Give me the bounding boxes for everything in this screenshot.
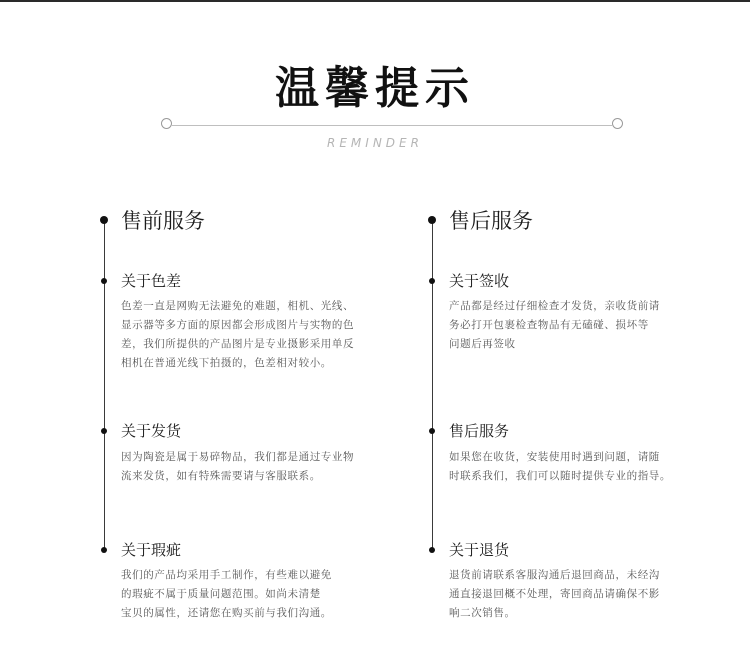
top-border [0, 0, 750, 2]
section-title-returns: 关于退货 [449, 541, 510, 559]
section-body-shipping: 因为陶瓷是属于易碎物品，我们都是通过专业物 流来发货，如有特殊需要请与客服联系。 [121, 451, 355, 482]
section-body-sign-receipt: 产品都是经过仔细检查才发货，亲收货前请 务必打开包裹检查物品有无磕碰、损坏等 问题后再签收 [449, 300, 660, 350]
after-sale-heading: 售后服务 [449, 209, 533, 233]
pre-sale-heading: 售前服务 [121, 209, 205, 233]
left-section-3-dot [101, 547, 107, 553]
section-title-after-sale-service: 售后服务 [449, 422, 510, 440]
left-section-1-dot [101, 278, 107, 284]
section-title-shipping: 关于发货 [121, 422, 182, 440]
left-timeline [104, 220, 105, 552]
right-section-2-dot [429, 428, 435, 434]
section-title-color-difference: 关于色差 [121, 272, 182, 290]
right-section-3-dot [429, 547, 435, 553]
divider-left-circle [161, 118, 172, 129]
right-heading-dot [428, 216, 436, 224]
section-title-sign-receipt: 关于签收 [449, 272, 510, 290]
left-heading-dot [100, 216, 108, 224]
section-body-color-difference: 色差一直是网购无法避免的难题，相机、光线、 显示器等多方面的原因都会形成图片与实物的色 差，我们所提供的产品图片是专业摄影采用单反 相机在普通光线下拍摄的，色差相对较小。 [121, 300, 355, 369]
divider-right-circle [612, 118, 623, 129]
section-title-flaws: 关于瑕疵 [121, 541, 182, 559]
section-body-flaws: 我们的产品均采用手工制作，有些难以避免 的瑕疵不属于质量问题范围。如尚未清楚 宝贝的属性，还请您在购买前与我们沟通。 [121, 569, 332, 619]
page-title: 温馨提示 [275, 63, 475, 114]
title-divider [172, 125, 612, 126]
page-subtitle: REMINDER [327, 136, 423, 150]
left-section-2-dot [101, 428, 107, 434]
section-body-after-sale-service: 如果您在收货，安装使用时遇到问题，请随 时联系我们，我们可以随时提供专业的指导。 [449, 451, 671, 482]
right-section-1-dot [429, 278, 435, 284]
right-timeline [432, 220, 433, 552]
section-body-returns: 退货前请联系客服沟通后退回商品，未经沟 通直接退回概不处理，寄回商品请确保不影 响二次销售。 [449, 569, 660, 619]
